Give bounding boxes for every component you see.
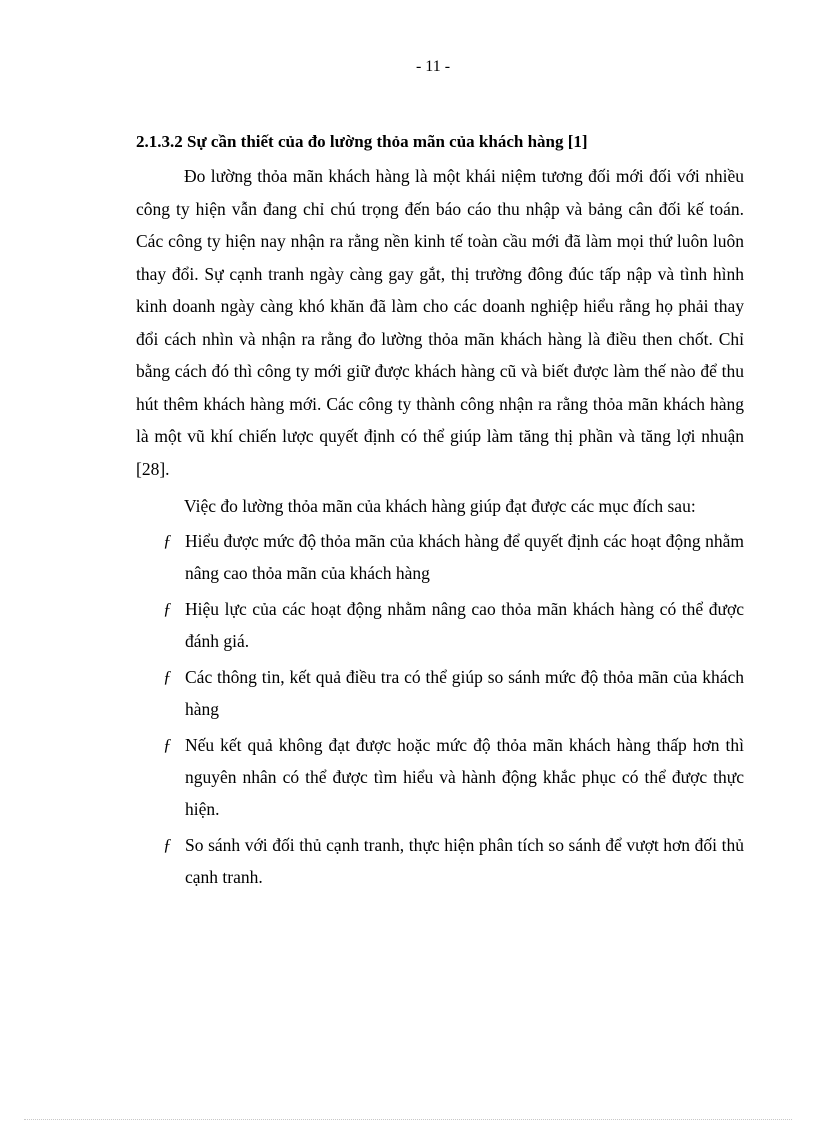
page-bottom-divider	[24, 1119, 792, 1120]
list-item-text: Các thông tin, kết quả điều tra có thể giúp so sánh mức độ thỏa mãn của khách hàng	[185, 666, 744, 719]
list-item	[136, 661, 744, 725]
list-item-text: Nếu kết quả không đạt được hoặc mức độ thỏa mãn khách hàng thấp hơn thì nguyên nhân có thể được tìm hiểu và hành động khắc phục có thể được thực hiện.	[185, 734, 744, 819]
list-item-text: So sánh với đối thủ cạnh tranh, thực hiện phân tích so sánh để vượt hơn đối thủ cạnh tranh.	[185, 834, 744, 887]
list-item	[136, 729, 744, 825]
section-heading: 2.1.3.2 Sự cần thiết của đo lường thỏa mãn của khách hàng [1]	[136, 132, 588, 151]
list-item	[136, 593, 744, 657]
bullet-icon: ƒ	[163, 834, 172, 854]
page-number: - 11 -	[415, 58, 451, 75]
bullet-icon: ƒ	[163, 530, 172, 550]
list-item-text: Hiểu được mức độ thỏa mãn của khách hàng để quyết định các hoạt động nhằm nâng cao thỏa mãn của khách hàng	[185, 530, 744, 583]
purpose-list	[136, 525, 744, 893]
document-body	[136, 128, 744, 897]
body-paragraph-2: Việc đo lường thỏa mãn của khách hàng giúp đạt được các mục đích sau:	[184, 496, 696, 516]
list-item	[136, 525, 744, 589]
body-paragraph-1: Đo lường thỏa mãn khách hàng là một khái niệm tương đối mới đối với nhiều công ty hiện vẫn đang chỉ chú trọng đến báo cáo thu nhập và bảng cân đối kế toán. Các công ty hiện nay nhận ra rằng nền kinh tế toàn cầu mới đã làm mọi thứ luôn luôn thay đổi. Sự cạnh tranh ngày càng gay gắt, thị trường đông đúc tấp nập và tình hình kinh doanh ngày càng khó khăn đã làm cho các doanh nghiệp hiểu rằng họ phải thay đổi cách nhìn và nhận ra rằng đo lường thỏa mãn khách hàng là điều then chốt. Chỉ bằng cách đó thì công ty mới giữ được khách hàng cũ và biết được làm thế nào để thu hút thêm khách hàng mới. Các công ty thành công nhận ra rằng thỏa mãn khách hàng là một vũ khí chiến lược quyết định có thể giúp làm tăng thị phần và tăng lợi nhuận [28].	[136, 166, 744, 479]
list-item-text: Hiệu lực của các hoạt động nhằm nâng cao thỏa mãn khách hàng có thể được đánh giá.	[185, 598, 744, 651]
bullet-icon: ƒ	[163, 734, 172, 754]
bullet-icon: ƒ	[163, 598, 172, 618]
list-item	[136, 829, 744, 893]
bullet-icon: ƒ	[163, 666, 172, 686]
